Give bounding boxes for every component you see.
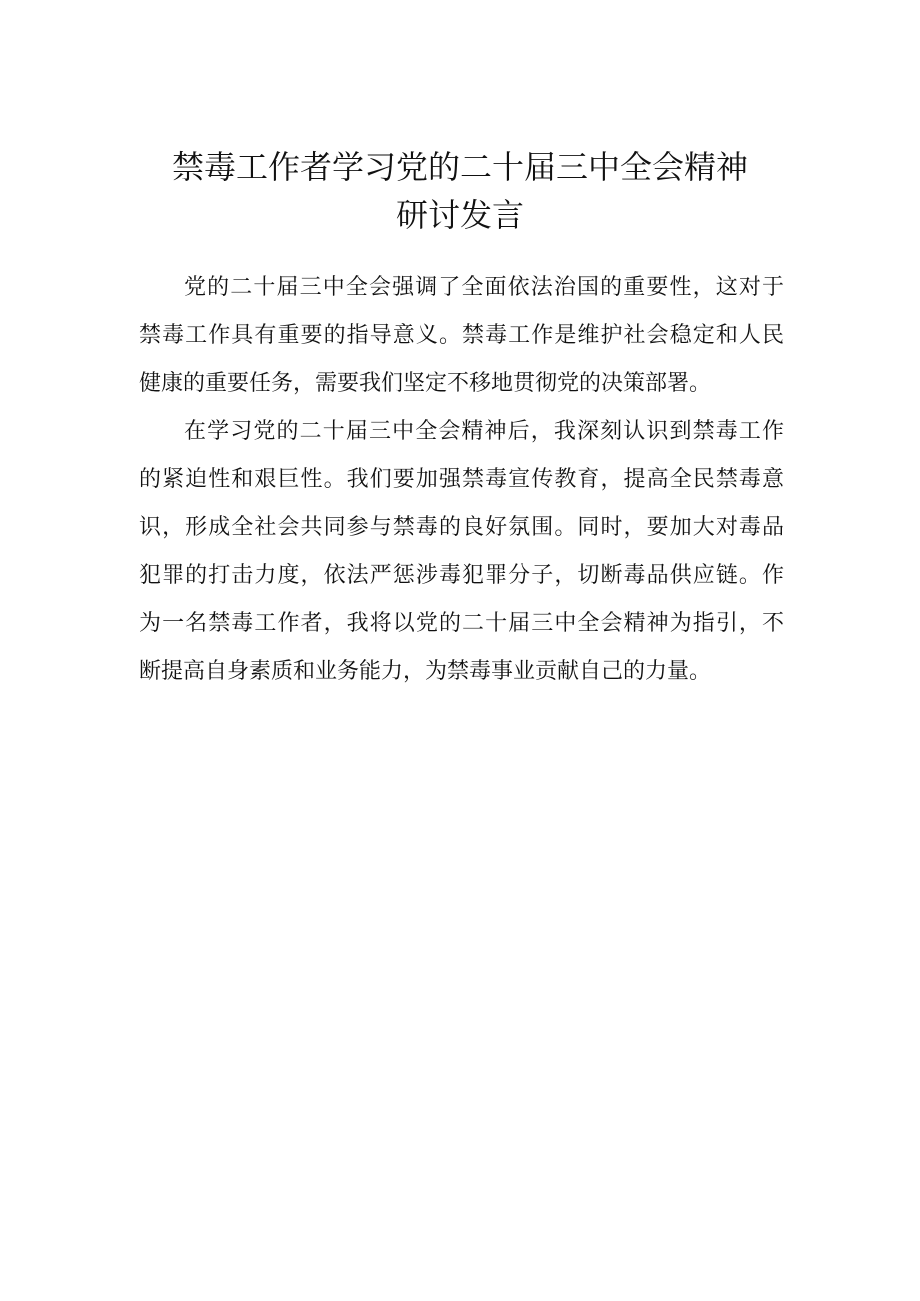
paragraph-line: 党的二十届三中全会强调了全面依法治国的重要性，这对于 <box>184 275 784 300</box>
document-body <box>139 264 784 696</box>
paragraph-line: 断提高自身素质和业务能力，为禁毒事业贡献自己的力量。 <box>139 659 712 684</box>
paragraph-line: 在学习党的二十届三中全会精神后，我深刻认识到禁毒工作 <box>184 419 784 444</box>
paragraph-line: 禁毒工作具有重要的指导意义。禁毒工作是维护社会稳定和人民 <box>139 323 784 348</box>
paragraph-line: 为一名禁毒工作者，我将以党的二十届三中全会精神为指引，不 <box>139 611 784 636</box>
paragraph-line: 健康的重要任务，需要我们坚定不移地贯彻党的决策部署。 <box>139 371 712 396</box>
title-line: 研讨发言 <box>395 196 524 234</box>
paragraph-2 <box>139 408 784 696</box>
paragraph-1 <box>139 264 784 408</box>
paragraph-line: 的紧迫性和艰巨性。我们要加强禁毒宣传教育，提高全民禁毒意 <box>139 467 784 492</box>
title-line: 禁毒工作者学习党的二十届三中全会精神 <box>171 148 748 186</box>
document-title <box>140 143 780 239</box>
paragraph-line: 识，形成全社会共同参与禁毒的良好氛围。同时，要加大对毒品 <box>139 515 784 540</box>
paragraph-line: 犯罪的打击力度，依法严惩涉毒犯罪分子，切断毒品供应链。作 <box>139 563 784 588</box>
